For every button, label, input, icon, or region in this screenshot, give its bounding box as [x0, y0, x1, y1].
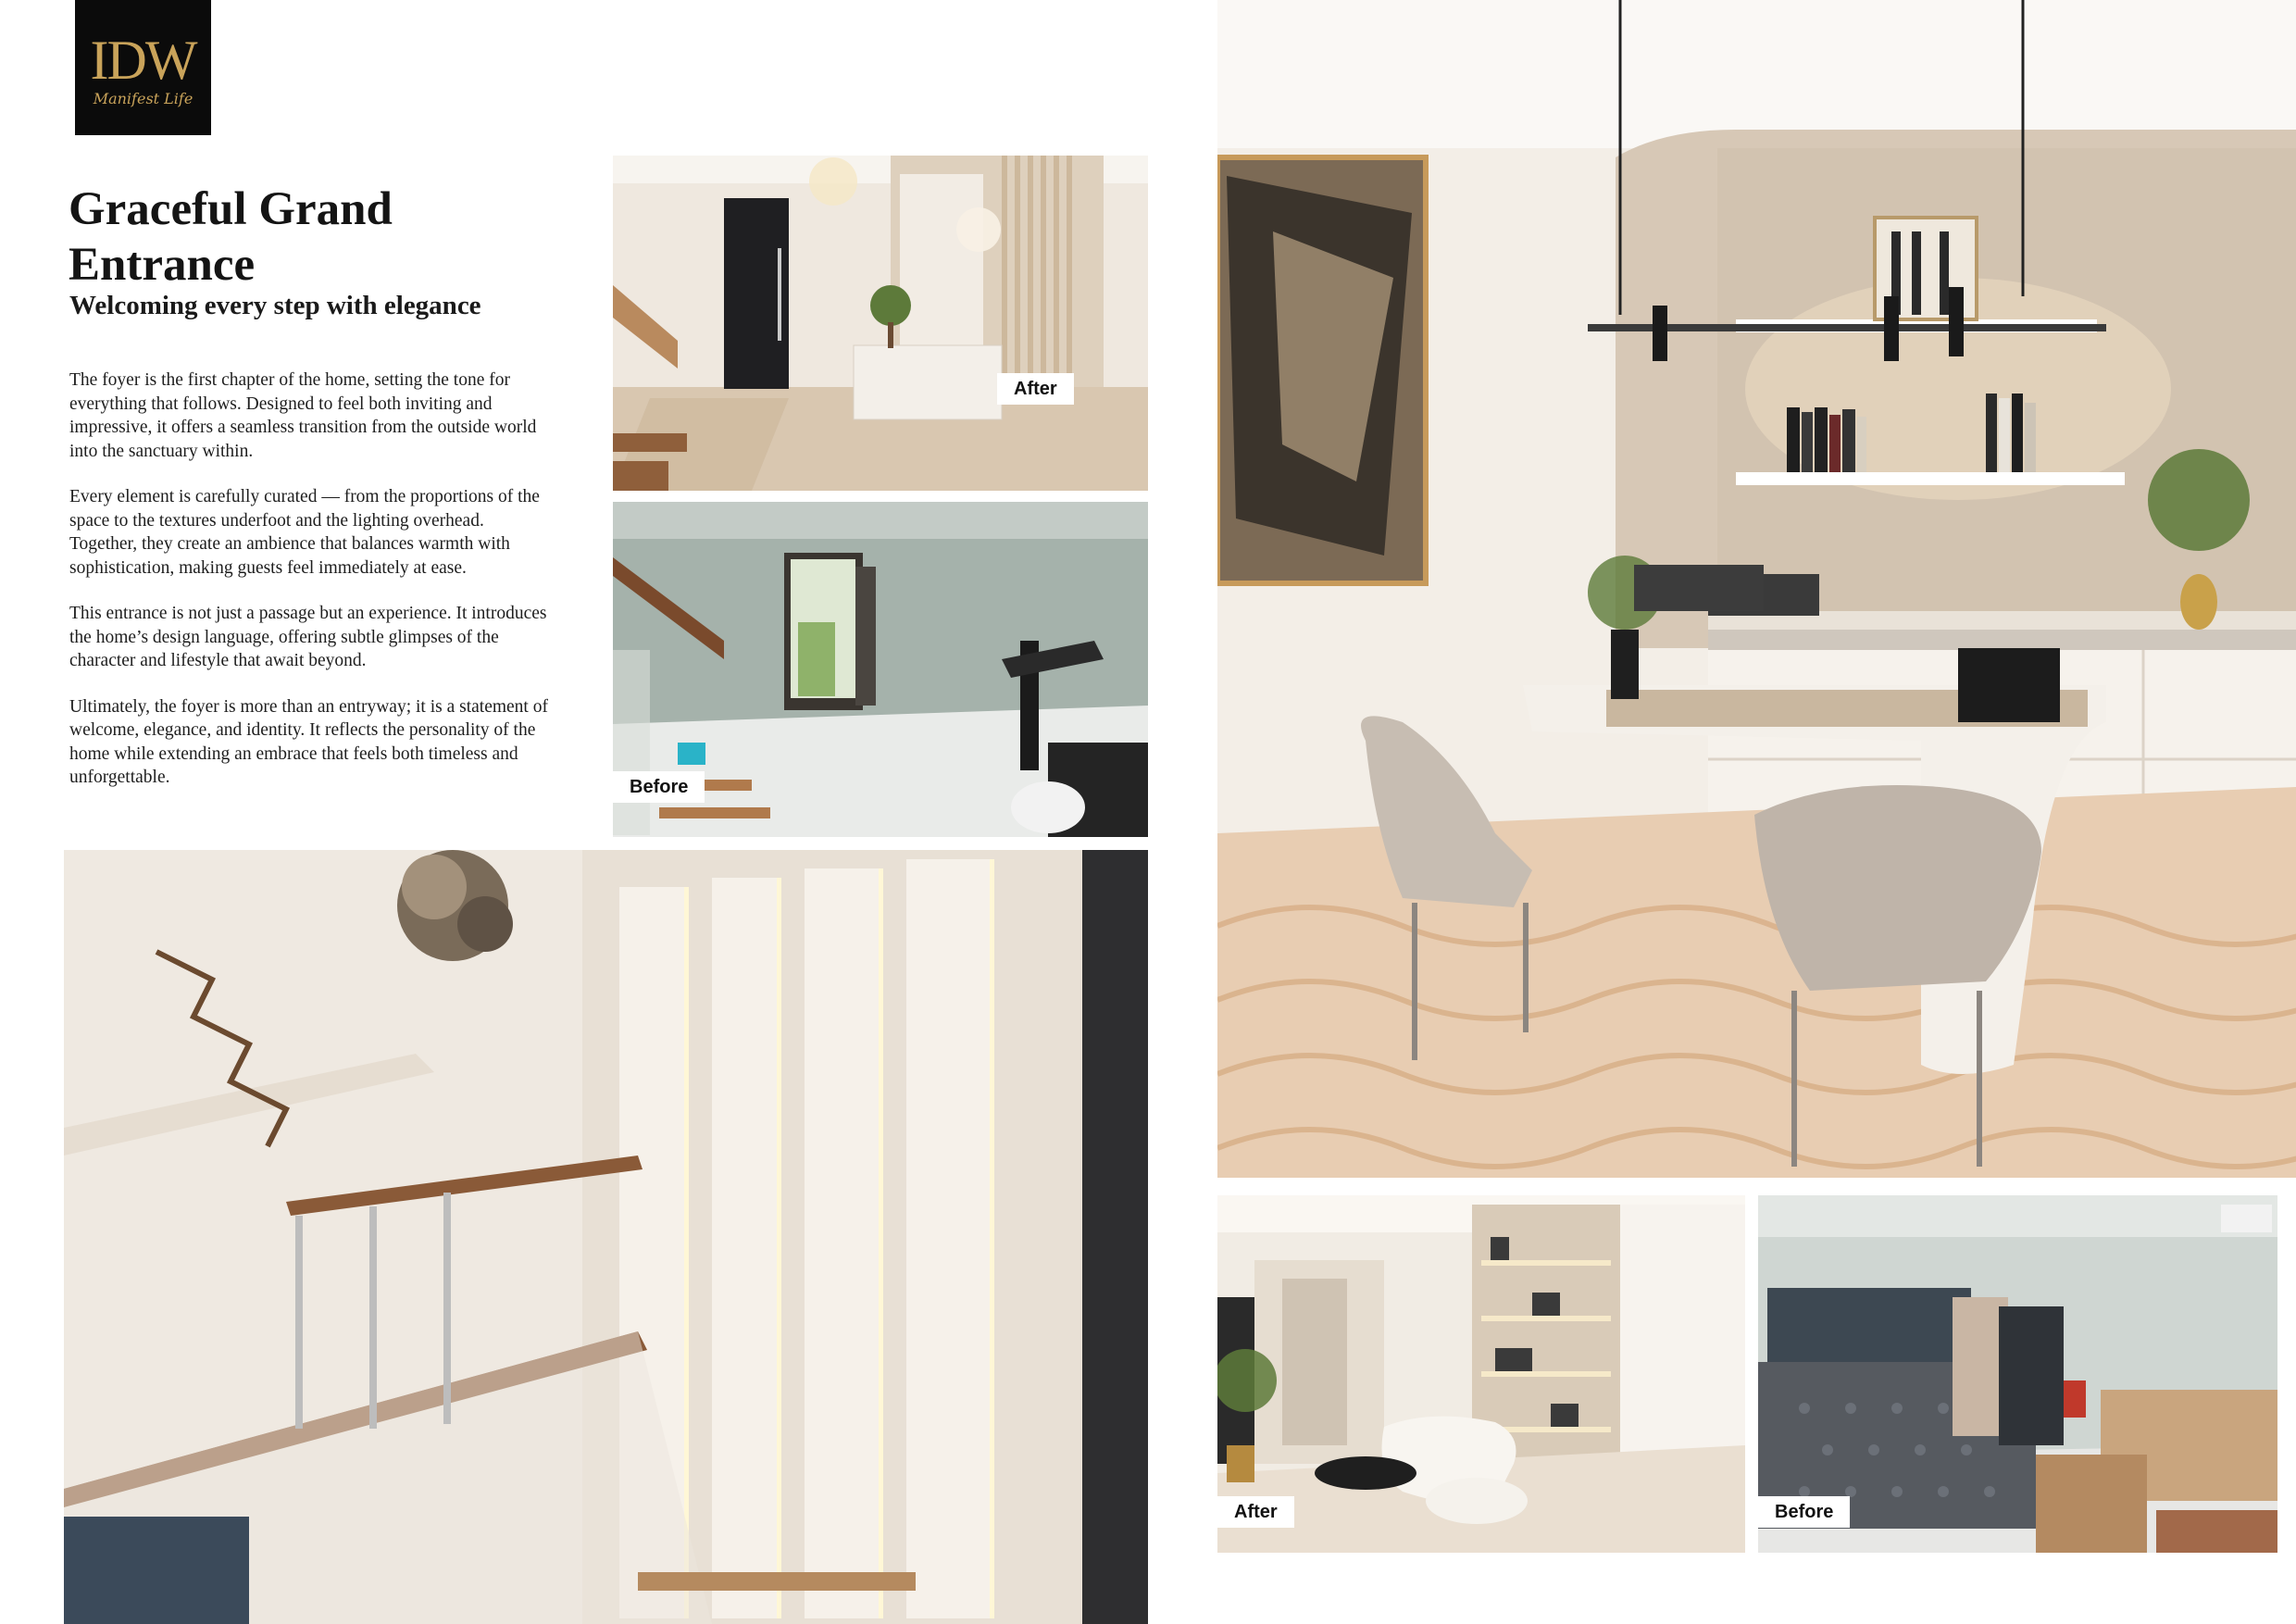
logo-tagline: Manifest Life [93, 89, 193, 107]
paragraph: Every element is carefully curated — from the proportions of the space to the textures underfoot and the lighting overhead. Together, they create an ambience that balances warmth with sophistication, making guests feel immediately at ease. [69, 487, 540, 578]
paragraph: This entrance is not just a passage but an experience. It introduces the home’s design language, offering subtle glimpses of the character and lifestyle that await beyond. [69, 604, 547, 670]
article-body [69, 369, 551, 812]
page-title: Graceful Grand Entrance [69, 183, 393, 291]
logo-mark: IDW [90, 29, 196, 91]
paragraph: The foyer is the first chapter of the home, setting the tone for everything that follows. Designed to feel both inviting and impressive, it offers a seamless transition from the outside world into the sanctuary within. [69, 370, 537, 461]
foyer-after-photo [613, 156, 1148, 491]
page-subtitle: Welcoming every step with elegance [69, 291, 481, 320]
lounge-after-photo [1217, 1195, 1745, 1553]
staircase-photo [64, 850, 1148, 1624]
before-label: Before [1758, 1496, 1850, 1528]
study-room-photo [1217, 0, 2296, 1178]
after-label: After [997, 373, 1074, 405]
after-label: After [1217, 1496, 1294, 1528]
paragraph: Ultimately, the foyer is more than an entryway; it is a statement of welcome, elegance, and identity. It reflects the personality of the home while extending an embrace that feels both timeless and unforgettable. [69, 696, 548, 787]
brand-logo [75, 0, 211, 135]
before-label: Before [613, 771, 705, 803]
